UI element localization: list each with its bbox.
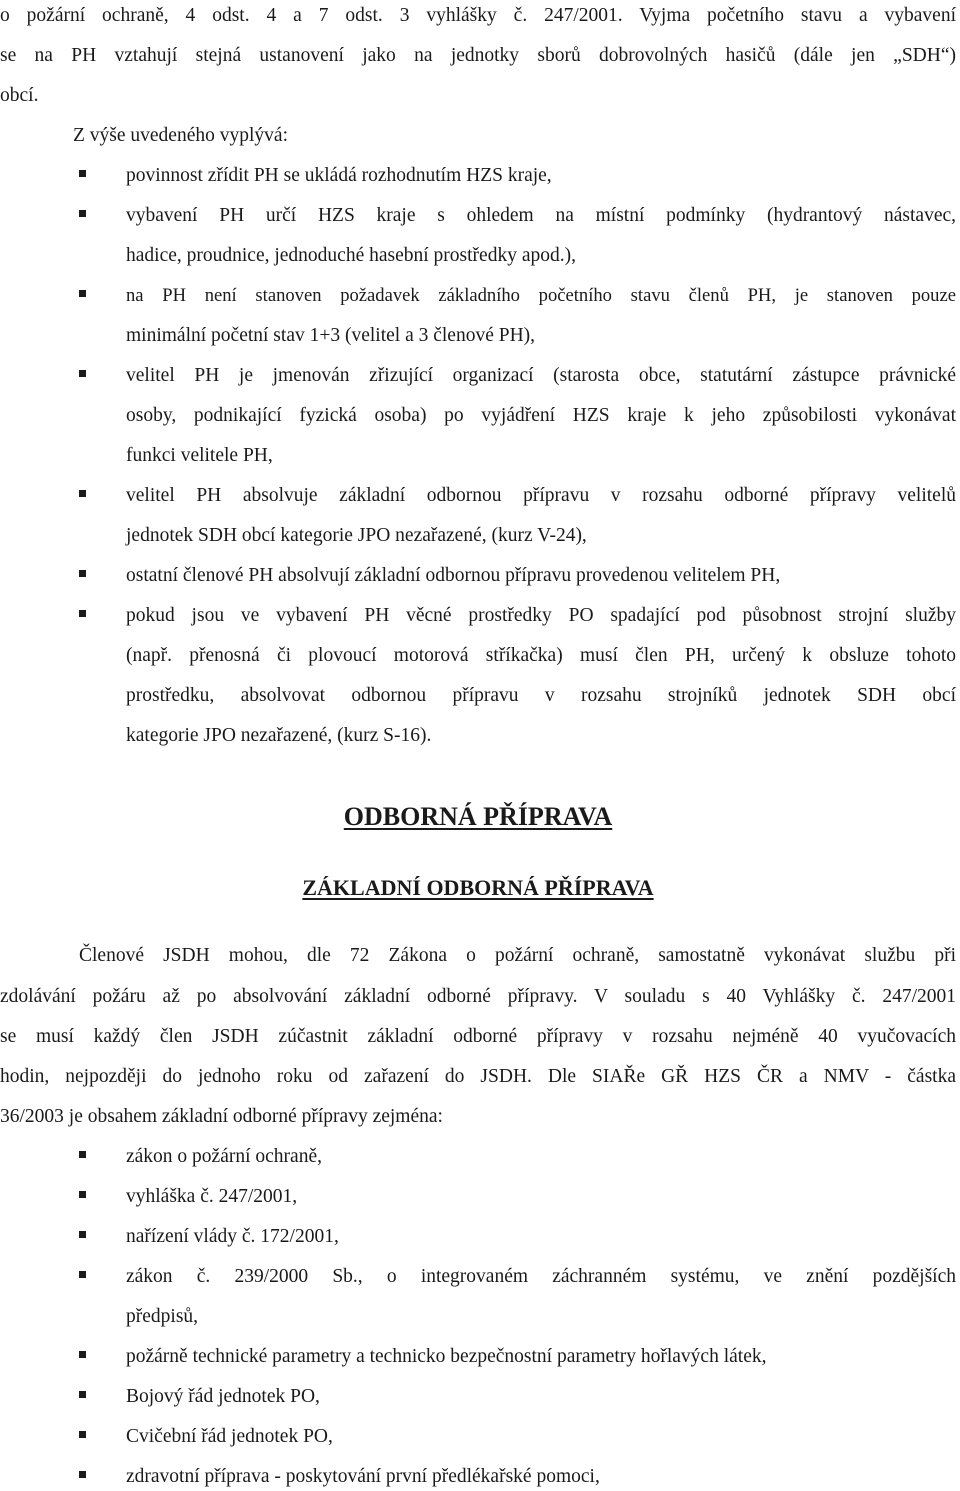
list-item: požárně technické parametry a technicko bezpečnostní parametry hořlavých látek, — [126, 1346, 767, 1367]
list-item: vybavení PH určí HZS kraje s ohledem na místní podmínky (hydrantový nástavec, — [126, 205, 956, 226]
list-item-continuation: předpisů, — [126, 1306, 199, 1327]
list-item-continuation: jednotek SDH obcí kategorie JPO nezařazené, (kurz V-24), — [126, 525, 587, 546]
bullet-marker — [79, 1151, 86, 1158]
list-item: na PH není stanoven požadavek základního početního stavu členů PH, je stanoven pouze — [126, 285, 956, 306]
bullet-marker — [79, 1191, 86, 1198]
list-item: ostatní členové PH absolvují základní odbornou přípravu provedenou velitelem PH, — [126, 565, 781, 586]
list-item-continuation: funkci velitele PH, — [126, 445, 273, 466]
intro-line-2: se na PH vztahují stejná ustanovení jako na jednotky sborů dobrovolných hasičů (dále jen „SDH“) — [0, 45, 956, 66]
list-item: velitel PH absolvuje základní odbornou přípravu v rozsahu odborné přípravy velitelů — [126, 485, 956, 506]
list-item: povinnost zřídit PH se ukládá rozhodnutím HZS kraje, — [126, 165, 552, 186]
list-item: nařízení vlády č. 172/2001, — [126, 1226, 339, 1247]
subsection-heading: ZÁKLADNÍ ODBORNÁ PŘÍPRAVA — [302, 875, 654, 900]
list-item: pokud jsou ve vybavení PH věcné prostředky PO spadající pod působnost strojní služby — [126, 605, 956, 626]
list-item: zdravotní příprava - poskytování první předlékařské pomoci, — [126, 1466, 600, 1487]
list-item-continuation: osoby, podnikající fyzická osoba) po vyjádření HZS kraje k jeho způsobilosti vykonávat — [126, 405, 956, 426]
list-item: Bojový řád jednotek PO, — [126, 1386, 320, 1407]
list-item-continuation: (např. přenosná či plovoucí motorová stříkačka) musí člen PH, určený k obsluze tohoto — [126, 645, 956, 666]
list-item: vyhláška č. 247/2001, — [126, 1186, 298, 1207]
intro-line-3: obcí. — [0, 85, 39, 106]
section-heading: ODBORNÁ PŘÍPRAVA — [343, 802, 613, 831]
intro-line-4: Z výše uvedeného vyplývá: — [73, 125, 288, 146]
bullet-marker — [79, 1471, 86, 1478]
paragraph-line-5: 36/2003 je obsahem základní odborné přípravy zejména: — [0, 1106, 443, 1127]
list-item-continuation: kategorie JPO nezařazené, (kurz S-16). — [126, 725, 432, 746]
intro-line-1: o požární ochraně, 4 odst. 4 a 7 odst. 3 vyhlášky č. 247/2001. Vyjma početního stavu a vybavení — [0, 5, 956, 26]
bullet-marker — [79, 1271, 86, 1278]
bullet-marker — [79, 290, 86, 297]
bullet-marker — [79, 1391, 86, 1398]
bullet-marker — [79, 610, 86, 617]
bullet-marker — [79, 1231, 86, 1238]
list-item-continuation: prostředku, absolvovat odbornou přípravu v rozsahu strojníků jednotek SDH obcí — [126, 685, 956, 706]
bullet-marker — [79, 570, 86, 577]
bullet-marker — [79, 1431, 86, 1438]
paragraph-line-3: se musí každý člen JSDH zúčastnit základní odborné přípravy v rozsahu nejméně 40 vyučovacích — [0, 1026, 956, 1047]
bullet-marker — [79, 210, 86, 217]
list-item: zákon č. 239/2000 Sb., o integrovaném záchranném systému, ve znění pozdějších — [126, 1266, 956, 1287]
bullet-marker — [79, 170, 86, 177]
bullet-marker — [79, 1351, 86, 1358]
list-item-continuation: hadice, proudnice, jednoduché hasební prostředky apod.), — [126, 245, 576, 266]
paragraph-line-4: hodin, nejpozději do jednoho roku od zařazení do JSDH. Dle SIAŘe GŘ HZS ČR a NMV - částka — [0, 1066, 956, 1087]
list-item: zákon o požární ochraně, — [126, 1146, 322, 1167]
list-item-continuation: minimální početní stav 1+3 (velitel a 3 členové PH), — [126, 325, 536, 346]
bullet-marker — [79, 490, 86, 497]
bullet-marker — [79, 370, 86, 377]
list-item: Cvičební řád jednotek PO, — [126, 1426, 333, 1447]
list-item: velitel PH je jmenován zřizující organizací (starosta obce, statutární zástupce právnické — [126, 365, 956, 386]
paragraph-line-1: Členové JSDH mohou, dle 72 Zákona o požární ochraně, samostatně vykonávat službu při — [79, 945, 956, 966]
paragraph-line-2: zdolávání požáru až po absolvování základní odborné přípravy. V souladu s 40 Vyhlášky č. 247/2001 — [0, 986, 956, 1007]
